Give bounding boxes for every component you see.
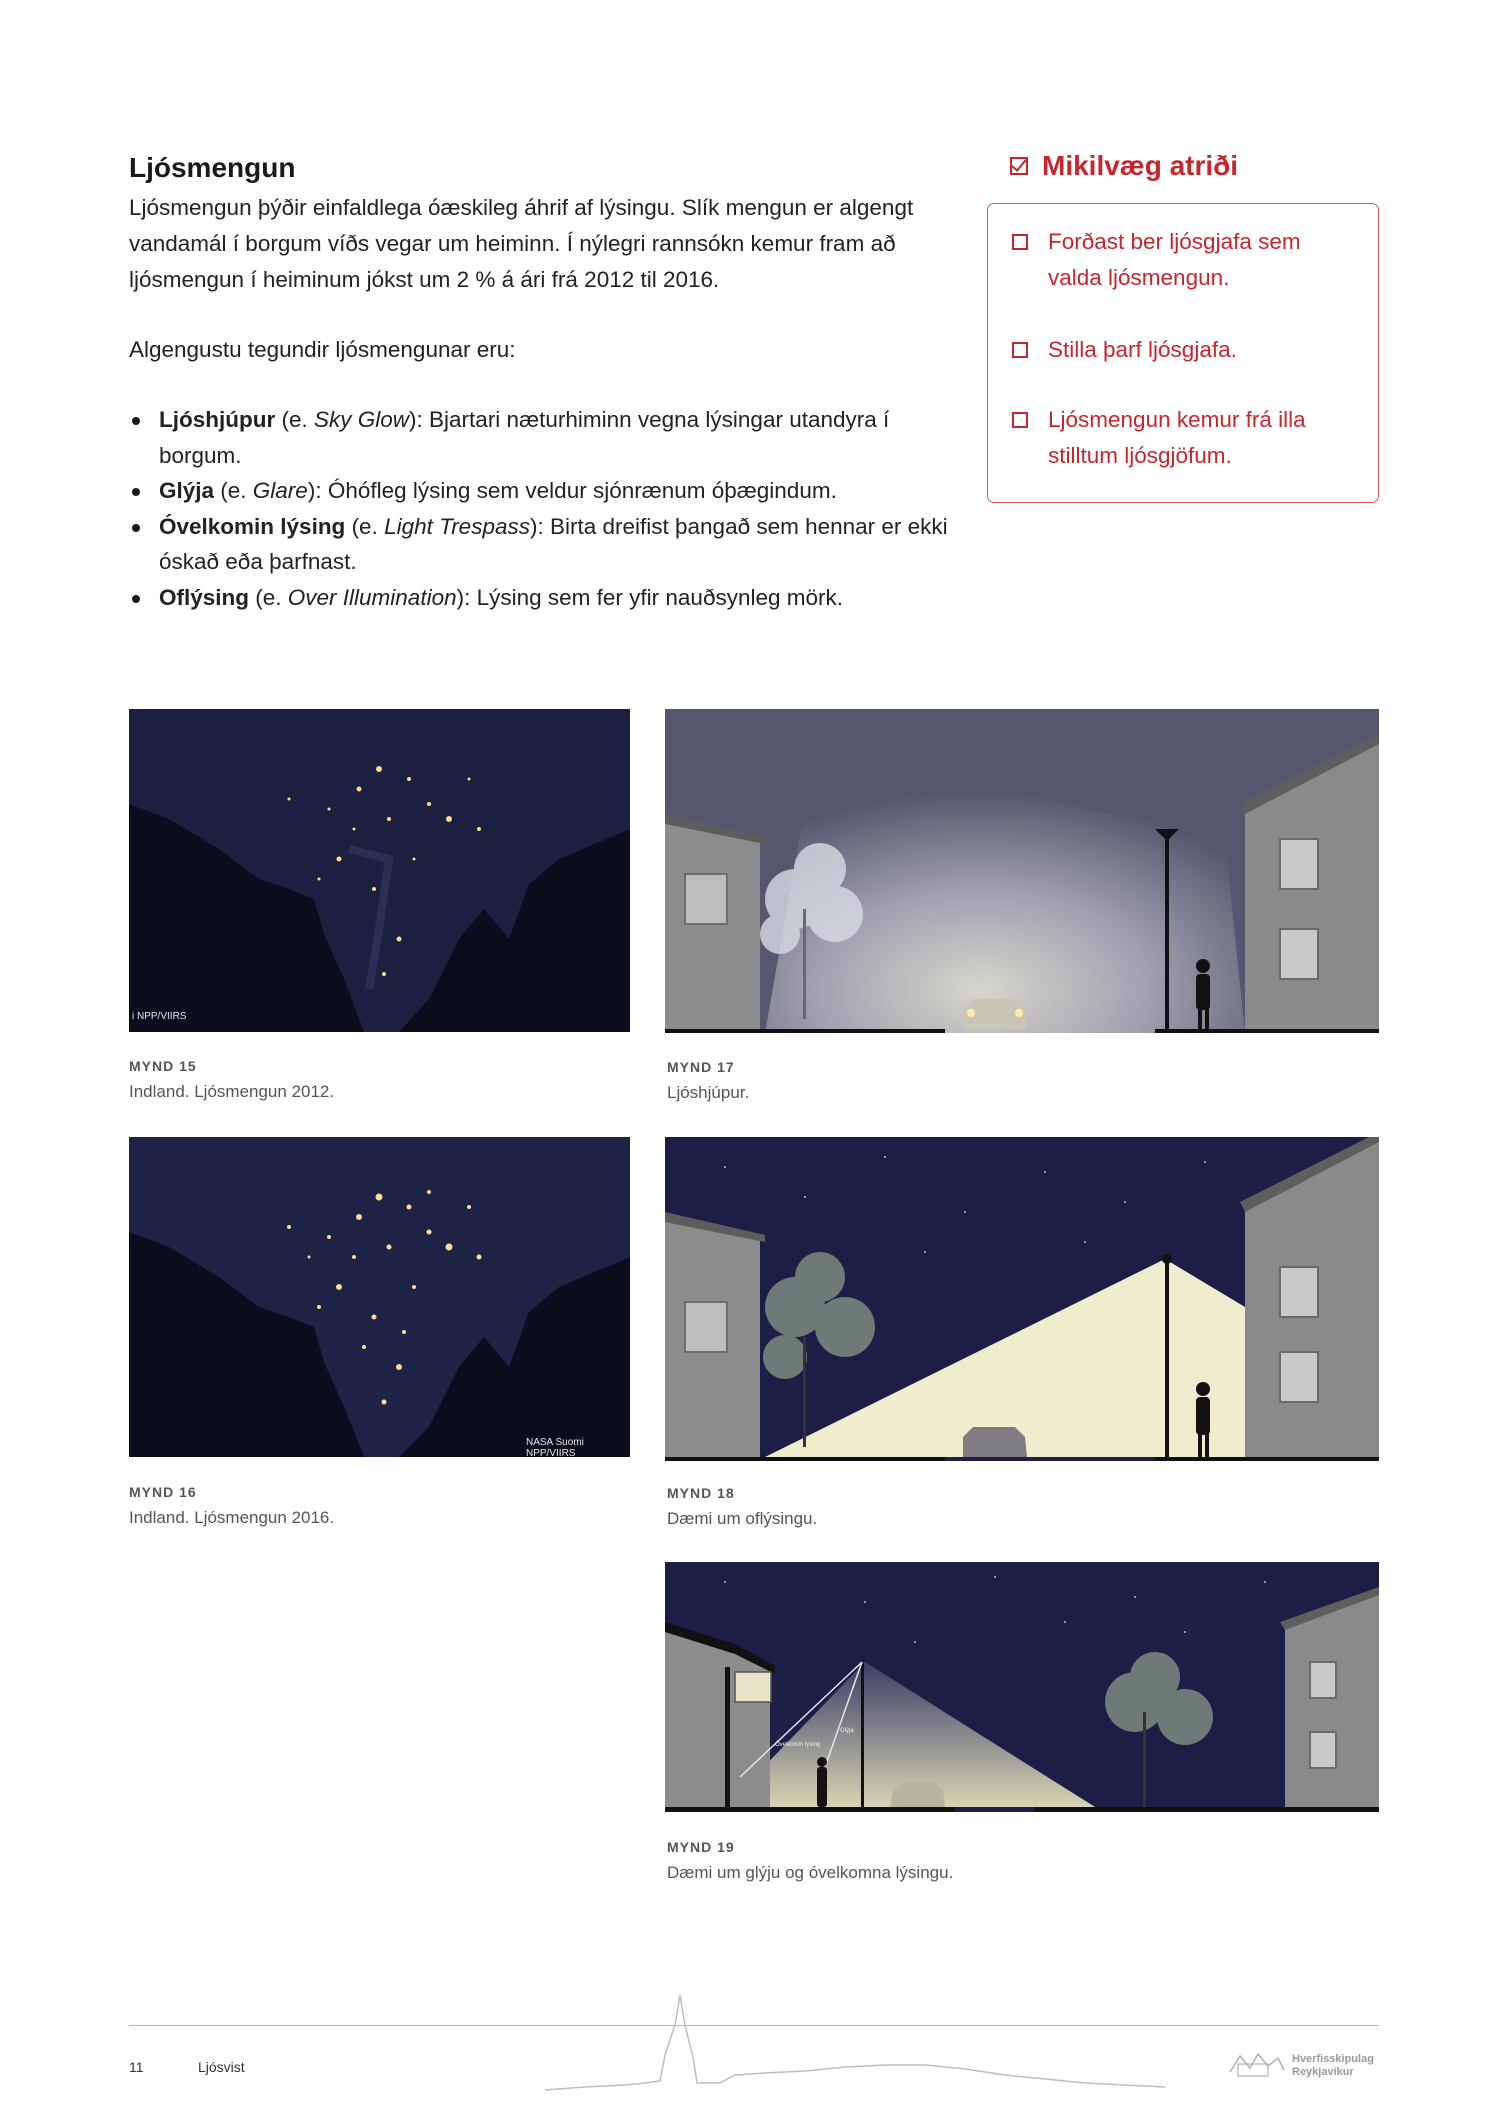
list-item: Oflýsing (e. Over Illumination): Lýsing sem fer yfir nauðsynleg mörk.	[129, 580, 949, 616]
figure-caption: Indland. Ljósmengun 2016.	[129, 1508, 335, 1527]
list-item: Glýja (e. Glare): Óhófleg lýsing sem veldur sjónrænum óþægindum.	[129, 473, 949, 509]
brand-logo-icon	[1228, 2048, 1286, 2078]
figure-caption: Ljóshjúpur.	[667, 1083, 750, 1102]
figure-label: MYND 19	[667, 1839, 735, 1855]
figure-caption: Dæmi um glýju og óvelkomna lýsingu.	[667, 1863, 954, 1882]
page-number: 11	[129, 2059, 144, 2075]
list-intro: Algengustu tegundir ljósmengunar eru:	[129, 337, 516, 362]
skyline-drawing	[545, 1995, 1165, 2095]
sidebar-item: Stilla þarf ljósgjafa.	[1012, 332, 1332, 368]
image-credit: NASA Suomi NPP/VIIRS	[526, 1437, 584, 1457]
checkbox-icon	[1012, 412, 1028, 428]
intro-paragraph: Ljósmengun þýðir einfaldlega óæskileg áhrif af lýsingu. Slík mengun er algengt vandamál í borgum víðs vegar um heiminn. Í nýlegri rannsókn kemur fram að ljósmengun í heiminum jókst um 2 % á ári frá 2012 til 2016.	[129, 195, 914, 292]
annotation-glare: Glýja	[840, 1728, 854, 1734]
document-title: Ljósvist	[198, 2059, 245, 2075]
brand-name: Hverfisskipulag Reykjavíkur	[1292, 2053, 1374, 2078]
checked-box-icon	[1010, 157, 1028, 175]
section-heading: Ljósmengun	[129, 152, 296, 183]
figure-17-illustration	[665, 709, 1379, 1033]
figure-label: MYND 16	[129, 1484, 197, 1500]
sidebar-item: Ljósmengun kemur frá illa stilltum ljósgjöfum.	[1012, 402, 1332, 474]
image-credit: i NPP/VIIRS	[132, 1011, 187, 1022]
sidebar-title: Mikilvæg atriði	[1010, 150, 1238, 182]
figure-19-illustration	[665, 1562, 1379, 1812]
figure-caption: Dæmi um oflýsingu.	[667, 1509, 818, 1528]
figure-caption: Indland. Ljósmengun 2012.	[129, 1082, 335, 1101]
annotation-trespass: Óvelkomin lýsing	[775, 1742, 821, 1748]
figure-16-image	[129, 1137, 630, 1457]
list-item: Ljóshjúpur (e. Sky Glow): Bjartari næturhiminn vegna lýsingar utandyra í borgum.	[129, 402, 949, 473]
figure-label: MYND 17	[667, 1059, 735, 1075]
figure-label: MYND 15	[129, 1058, 197, 1074]
figure-label: MYND 18	[667, 1485, 735, 1501]
checkbox-icon	[1012, 342, 1028, 358]
figure-18-illustration	[665, 1137, 1379, 1461]
pollution-types-list	[129, 402, 949, 615]
checkbox-icon	[1012, 234, 1028, 250]
sidebar-item: Forðast ber ljósgjafa sem valda ljósmengun.	[1012, 224, 1332, 296]
list-item: Óvelkomin lýsing (e. Light Trespass): Birta dreifist þangað sem hennar er ekki óskað eða þarfnast.	[129, 509, 949, 580]
figure-15-image	[129, 709, 630, 1032]
